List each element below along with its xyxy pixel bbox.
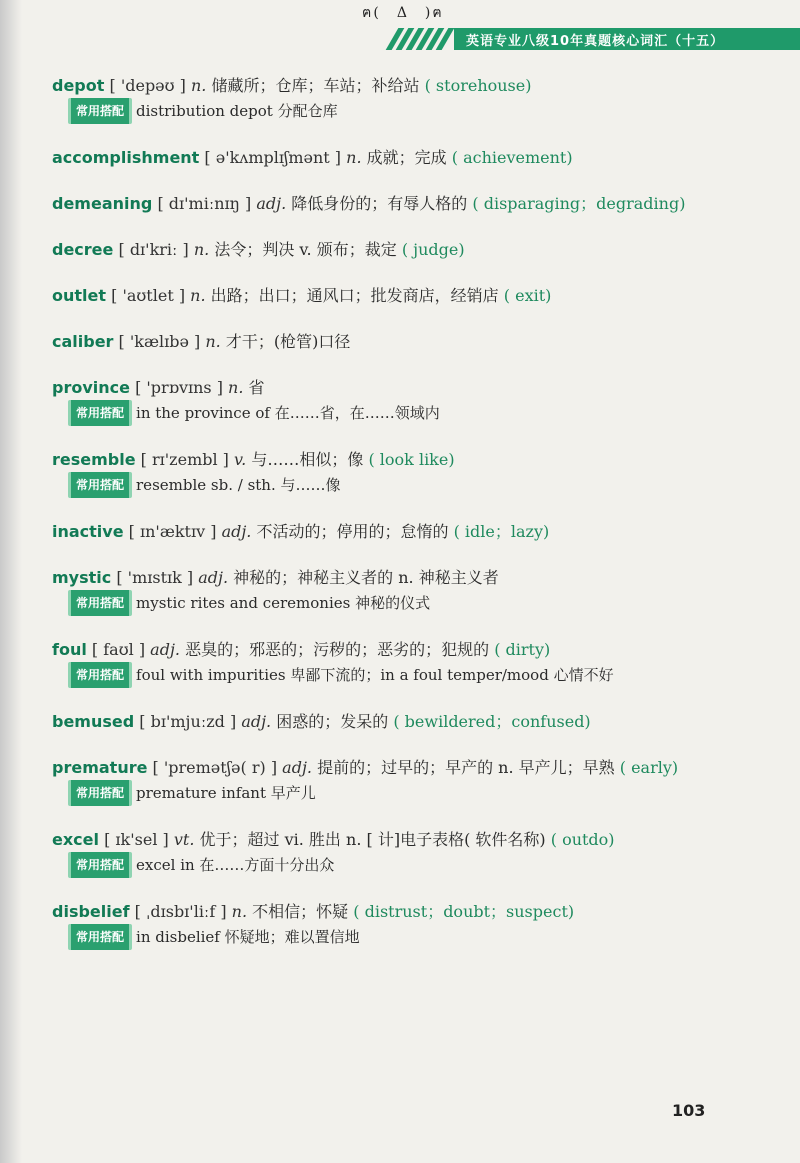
phonetic: [ 'premətʃə( r) ] [152, 758, 278, 777]
part-of-speech: adj. [282, 758, 312, 777]
vocab-entry [52, 74, 772, 124]
headword: accomplishment [52, 148, 200, 167]
vocab-entry [52, 756, 772, 806]
definition: 优于；超过 vi. 胜出 n. [ 计]电子表格( 软件名称) [199, 830, 546, 849]
synonyms: ( judge) [401, 240, 465, 259]
vocab-entry [52, 566, 772, 616]
synonyms: ( disparaging；degrading) [472, 194, 686, 213]
entry-headline [52, 376, 772, 400]
collocation-text: distribution depot 分配仓库 [136, 102, 338, 120]
collocation-line [68, 590, 772, 616]
part-of-speech: adj. [198, 568, 229, 587]
vocab-entry [52, 638, 772, 688]
entry-headline [52, 284, 772, 308]
entry-headline [52, 238, 772, 262]
vocab-entry [52, 192, 772, 216]
entry-headline [52, 756, 772, 780]
headword: decree [52, 240, 114, 259]
headword: excel [52, 830, 99, 849]
synonyms: ( dirty) [494, 640, 551, 659]
vocab-entry [52, 520, 772, 544]
definition: 法令；判决 v. 颁布；裁定 [214, 240, 397, 259]
definition: 神秘的；神秘主义者的 n. 神秘主义者 [233, 568, 499, 587]
entry-headline [52, 900, 772, 924]
collocation-tag: 常用搭配 [68, 924, 132, 950]
phonetic: [ faʊl ] [91, 640, 146, 659]
collocation-text: excel in 在……方面十分出众 [136, 856, 335, 874]
page-number: 103 [672, 1101, 706, 1120]
part-of-speech: n. [190, 286, 206, 305]
vocabulary-list [52, 74, 772, 972]
entry-headline [52, 330, 772, 354]
collocation-line [68, 472, 772, 498]
phonetic: [ ə'kʌmplɪʃmənt ] [204, 148, 342, 167]
definition: 省 [248, 378, 265, 397]
header-band [392, 28, 800, 50]
phonetic: [ 'mɪstɪk ] [116, 568, 194, 587]
headword: bemused [52, 712, 135, 731]
part-of-speech: n. [191, 76, 207, 95]
definition: 恶臭的；邪恶的；污秽的；恶劣的；犯规的 [185, 640, 490, 659]
phonetic: [ ɪn'æktɪv ] [128, 522, 217, 541]
headword: caliber [52, 332, 114, 351]
collocation-line [68, 662, 772, 688]
collocation-text: mystic rites and ceremonies 神秘的仪式 [136, 594, 431, 612]
header-title: 英语专业八级10年真题核心词汇（十五） [454, 28, 800, 50]
collocation-line [68, 924, 772, 950]
vocab-entry [52, 900, 772, 950]
page-edge-shadow [0, 0, 22, 1163]
synonyms: ( outdo) [550, 830, 615, 849]
part-of-speech: adj. [241, 712, 272, 731]
phonetic: [ 'kælɪbə ] [118, 332, 201, 351]
headword: mystic [52, 568, 112, 587]
part-of-speech: adj. [256, 194, 287, 213]
headword: demeaning [52, 194, 153, 213]
phonetic: [ dɪ'kriː ] [118, 240, 189, 259]
part-of-speech: n. [228, 378, 244, 397]
phonetic: [ 'aʊtlet ] [111, 286, 186, 305]
collocation-text: premature infant 早产儿 [136, 784, 316, 802]
definition: 不相信；怀疑 [252, 902, 349, 921]
vocab-entry [52, 146, 772, 170]
entry-headline [52, 192, 772, 216]
part-of-speech: n. [231, 902, 248, 921]
definition: 降低身份的；有辱人格的 [291, 194, 468, 213]
phonetic: [ 'depəʊ ] [109, 76, 186, 95]
definition: 不活动的；停用的；怠惰的 [256, 522, 449, 541]
collocation-text: foul with impurities 卑鄙下流的；in a foul temper/mood 心情不好 [136, 666, 614, 684]
entry-headline [52, 566, 772, 590]
headword: province [52, 378, 130, 397]
definition: 储藏所；仓库；车站；补给站 [211, 76, 420, 95]
collocation-line [68, 400, 772, 426]
headword: premature [52, 758, 148, 777]
collocation-text: in the province of 在……省，在……领域内 [136, 404, 440, 422]
headword: resemble [52, 450, 136, 469]
vocab-entry [52, 710, 772, 734]
phonetic: [ 'prɒvɪns ] [135, 378, 223, 397]
headword: depot [52, 76, 105, 95]
phonetic: [ ɪk'sel ] [104, 830, 169, 849]
entry-headline [52, 448, 772, 472]
collocation-tag: 常用搭配 [68, 590, 132, 616]
synonyms: ( early) [619, 758, 679, 777]
collocation-text: in disbelief 怀疑地；难以置信地 [136, 928, 360, 946]
synonyms: ( bewildered；confused) [393, 712, 591, 731]
definition: 困惑的；发呆的 [276, 712, 389, 731]
synonyms: ( storehouse) [424, 76, 532, 95]
collocation-line [68, 780, 772, 806]
synonyms: ( distrust；doubt；suspect) [353, 902, 575, 921]
collocation-tag: 常用搭配 [68, 852, 132, 878]
definition: 才干；(枪管)口径 [225, 332, 351, 351]
vocab-entry [52, 330, 772, 354]
entry-headline [52, 146, 772, 170]
vocab-entry [52, 284, 772, 308]
vocab-entry [52, 828, 772, 878]
phonetic: [ ˌdɪsbɪ'liːf ] [134, 902, 227, 921]
part-of-speech: v. [234, 450, 247, 469]
definition: 与……相似；像 [251, 450, 364, 469]
collocation-line [68, 98, 772, 124]
vocab-entry [52, 238, 772, 262]
entry-headline [52, 520, 772, 544]
part-of-speech: adj. [150, 640, 180, 659]
header-stripes [392, 28, 448, 50]
collocation-tag: 常用搭配 [68, 400, 132, 426]
part-of-speech: n. [346, 148, 362, 167]
entry-headline [52, 638, 772, 662]
definition: 出路；出口；通风口；批发商店，经销店 [210, 286, 499, 305]
synonyms: ( idle；lazy) [453, 522, 550, 541]
headword: outlet [52, 286, 107, 305]
headword: foul [52, 640, 87, 659]
headword: inactive [52, 522, 124, 541]
entry-headline [52, 828, 772, 852]
collocation-tag: 常用搭配 [68, 662, 132, 688]
vocab-entry [52, 448, 772, 498]
part-of-speech: vt. [173, 830, 195, 849]
headword: disbelief [52, 902, 130, 921]
synonyms: ( achievement) [451, 148, 573, 167]
definition: 提前的；过早的；早产的 n. 早产儿；早熟 [317, 758, 615, 777]
phonetic: [ dɪ'miːnɪŋ ] [157, 194, 252, 213]
phonetic: [ rɪ'zembl ] [140, 450, 229, 469]
collocation-tag: 常用搭配 [68, 98, 132, 124]
phonetic: [ bɪ'mjuːzd ] [139, 712, 237, 731]
top-mark: ฅ( Δ )ฅ [362, 5, 444, 21]
entry-headline [52, 710, 772, 734]
part-of-speech: adj. [221, 522, 252, 541]
collocation-tag: 常用搭配 [68, 472, 132, 498]
entry-headline [52, 74, 772, 98]
vocab-entry [52, 376, 772, 426]
synonyms: ( look like) [368, 450, 455, 469]
synonyms: ( exit) [503, 286, 552, 305]
part-of-speech: n. [205, 332, 221, 351]
definition: 成就；完成 [366, 148, 447, 167]
collocation-tag: 常用搭配 [68, 780, 132, 806]
collocation-text: resemble sb. / sth. 与……像 [136, 476, 341, 494]
part-of-speech: n. [193, 240, 210, 259]
collocation-line [68, 852, 772, 878]
